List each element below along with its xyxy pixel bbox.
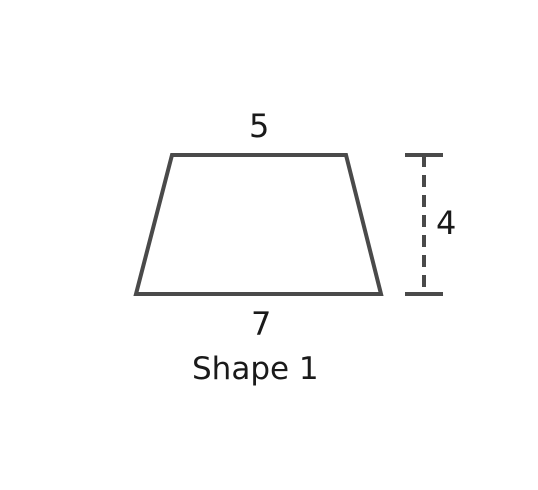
top-base-label: 5 (249, 107, 270, 145)
height-label: 4 (436, 204, 457, 242)
bottom-base-label: 7 (251, 305, 272, 343)
shape-caption: Shape 1 (192, 351, 319, 387)
trapezoid-shape (136, 155, 381, 294)
